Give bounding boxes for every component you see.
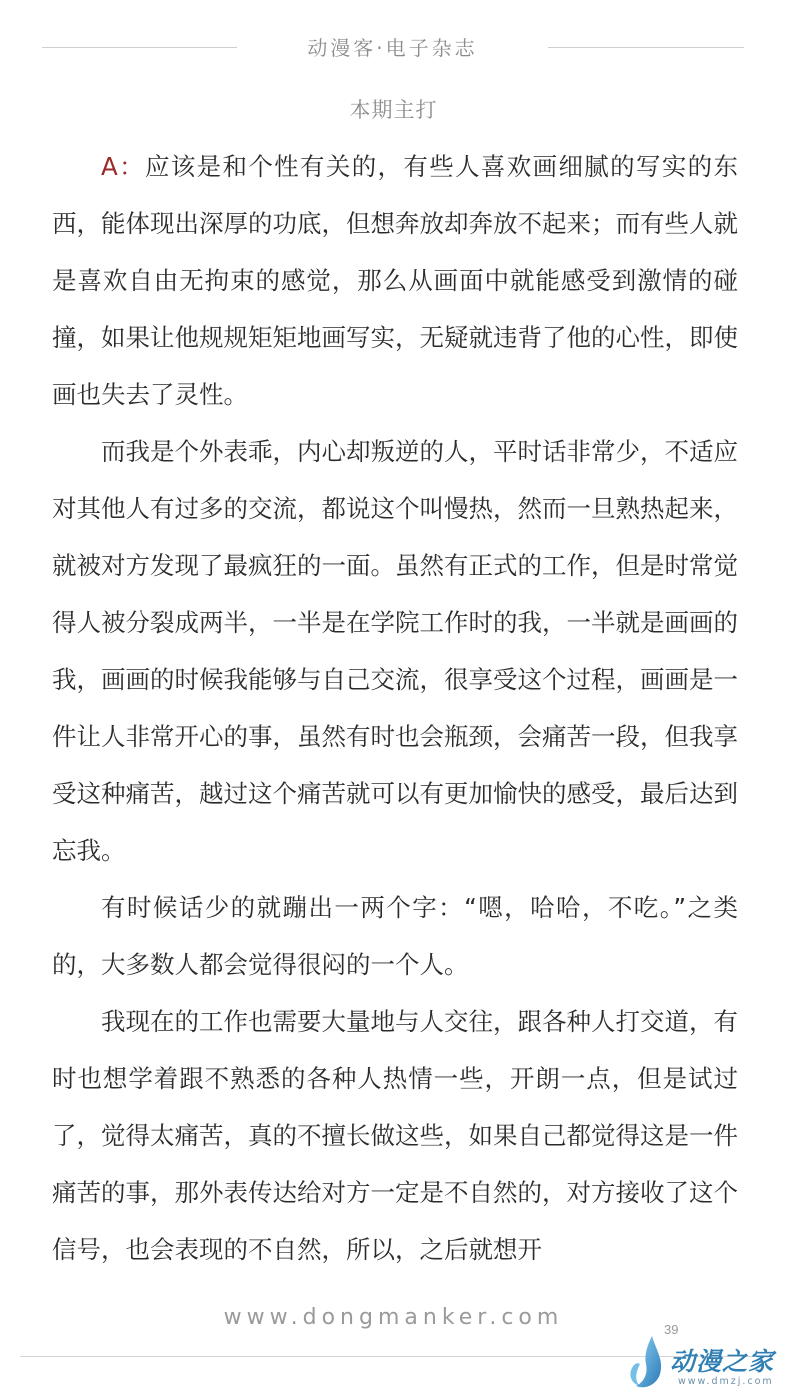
header-rule-right [548,47,744,48]
paragraph-text: 而我是个外表乖，内心却叛逆的人，平时话非常少，不适应对其他人有过多的交流，都说这个叫慢热，然而一旦熟热起来，就被对方发现了最疯狂的一面。虽然有正式的工作，但是时常觉得人被分裂成两半，一半是在学院工作时的我，一半就是画画的我，画画的时候我能够与自己交流，很享受这个过程，画画是一件让人非常开心的事，虽然有时也会瓶颈，会痛苦一段，但我享受这种痛苦，越过这个痛苦就可以有更加愉快的感受，最后达到忘我。 [52,437,738,865]
magazine-title: 动漫客·电子杂志 [307,36,478,60]
paragraph-text: 我现在的工作也需要大量地与人交往，跟各种人打交道，有时也想学着跟不熟悉的各种人热情一些，开朗一点，但是试过了，觉得太痛苦，真的不擅长做这些，如果自己都觉得这是一件痛苦的事，那外表传达给对方一定是不自然的，对方接收了这个信号，也会表现的不自然，所以，之后就想开 [52,1007,738,1264]
header-rule-left [42,47,237,48]
site-watermark [626,1334,781,1394]
article-paragraph [52,879,738,993]
paragraph-text: 应该是和个性有关的，有些人喜欢画细腻的写实的东西，能体现出深厚的功底，但想奔放却奔放不起来；而有些人就是喜欢自由无拘束的感觉，那么从画面中就能感受到激情的碰撞，如果让他规规矩矩地画写实，无疑就违背了他的心性，即使画也失去了灵性。 [52,152,738,409]
article-paragraph [52,423,738,879]
footer-url[interactable]: www.dongmanker.com [223,1305,564,1330]
water-drop-icon [626,1334,666,1392]
article-paragraph [52,138,738,423]
watermark-brand: 动漫之家 [670,1347,775,1376]
section-title: 本期主打 [349,98,438,122]
page-number: 39 [664,1322,679,1337]
paragraph-text: 有时候话少的就蹦出一两个字：“嗯，哈哈，不吃。”之类的，大多数人都会觉得很闷的一个人。 [52,893,738,979]
speaker-label: A： [101,152,145,181]
article-paragraph [52,993,738,1278]
article-body [52,138,738,1278]
watermark-site: www.dmzj.com [678,1376,774,1387]
magazine-header [0,30,787,70]
